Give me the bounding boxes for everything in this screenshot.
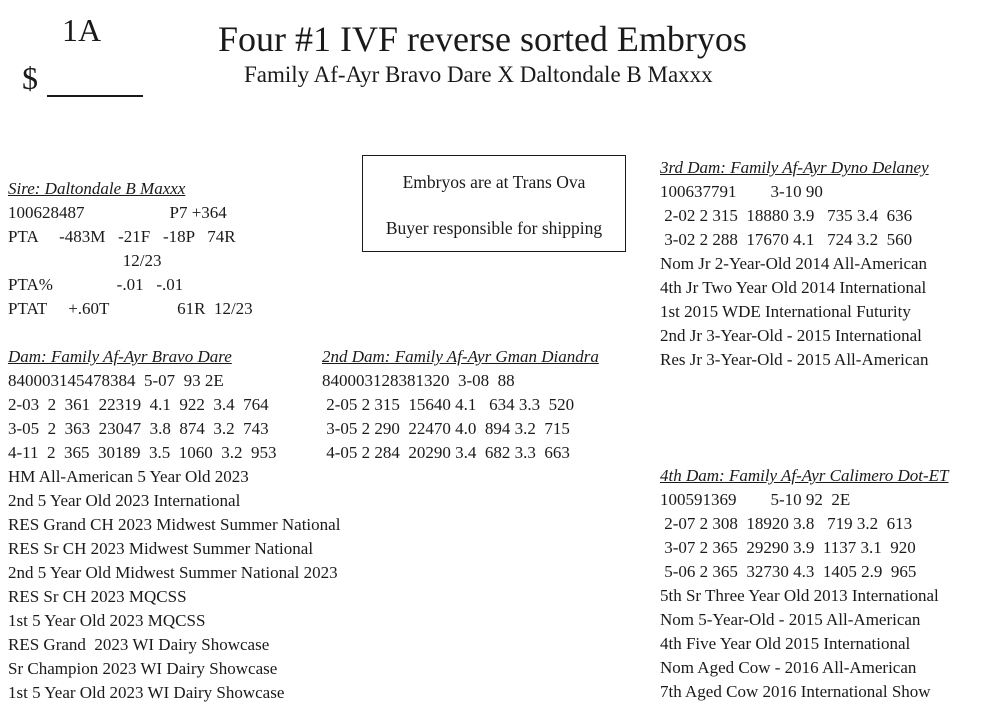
- second-dam-line: 3-05 2 290 22470 4.0 894 3.2 715: [322, 419, 570, 438]
- dam-line: 840003145478384 5-07 93 2E: [8, 371, 224, 390]
- fourth-dam-line: 5th Sr Three Year Old 2013 International: [660, 586, 939, 605]
- third-dam-line: Nom Jr 2-Year-Old 2014 All-American: [660, 254, 928, 273]
- second-dam-line: 4-05 2 284 20290 3.4 682 3.3 663: [322, 443, 570, 462]
- second-dam-line: 840003128381320 3-08 88: [322, 371, 515, 390]
- price-blank-line: [47, 95, 143, 97]
- second-dam-heading: 2nd Dam: Family Af-Ayr Gman Diandra: [322, 347, 599, 366]
- sire-line: PTA% -.01 -.01: [8, 275, 184, 294]
- dam-section: [8, 345, 340, 705]
- lot-number: 1A: [62, 12, 102, 48]
- notice-box: [362, 155, 626, 252]
- fourth-dam-line: 2-07 2 308 18920 3.8 719 3.2 613: [660, 514, 913, 533]
- fourth-dam-line: 4th Five Year Old 2015 International: [660, 634, 911, 653]
- fourth-dam-line: 100591369 5-10 92 2E: [660, 490, 851, 509]
- dam-line: 2-03 2 361 22319 4.1 922 3.4 764: [8, 395, 269, 414]
- notice-location: Embryos are at Trans Ova: [402, 172, 586, 192]
- dam-line: RES Sr CH 2023 Midwest Summer National: [8, 539, 314, 558]
- page-title: Four #1 IVF reverse sorted Embryos: [218, 19, 747, 59]
- third-dam-line: 2-02 2 315 18880 3.9 735 3.4 636: [660, 206, 913, 225]
- third-dam-line: 3-02 2 288 17670 4.1 724 3.2 560: [660, 230, 913, 249]
- sire-line: PTAT +.60T 61R 12/23: [8, 299, 253, 318]
- third-dam-line: 100637791 3-10 90: [660, 182, 823, 201]
- fourth-dam-line: 5-06 2 365 32730 4.3 1405 2.9 965: [660, 562, 917, 581]
- third-dam-line: 4th Jr Two Year Old 2014 International: [660, 278, 927, 297]
- third-dam-line: 2nd Jr 3-Year-Old - 2015 International: [660, 326, 922, 345]
- dam-line: 1st 5 Year Old 2023 WI Dairy Showcase: [8, 683, 285, 702]
- sire-section: [8, 177, 253, 321]
- dam-line: 3-05 2 363 23047 3.8 874 3.2 743: [8, 419, 269, 438]
- sire-line: 12/23: [8, 251, 162, 270]
- dam-line: RES Sr CH 2023 MQCSS: [8, 587, 187, 606]
- third-dam-line: 1st 2015 WDE International Futurity: [660, 302, 911, 321]
- third-dam-section: [660, 156, 929, 372]
- second-dam-section: [322, 345, 599, 465]
- third-dam-heading: 3rd Dam: Family Af-Ayr Dyno Delaney: [660, 158, 929, 177]
- notice-shipping: Buyer responsible for shipping: [385, 218, 603, 238]
- price-label: $: [22, 60, 38, 96]
- fourth-dam-section: [660, 464, 949, 704]
- dam-line: 2nd 5 Year Old 2023 International: [8, 491, 241, 510]
- fourth-dam-line: Nom 5-Year-Old - 2015 All-American: [660, 610, 921, 629]
- sire-heading: Sire: Daltondale B Maxxx: [8, 179, 186, 198]
- second-dam-line: 2-05 2 315 15640 4.1 634 3.3 520: [322, 395, 575, 414]
- fourth-dam-heading: 4th Dam: Family Af-Ayr Calimero Dot-ET: [660, 466, 949, 485]
- third-dam-line: Res Jr 3-Year-Old - 2015 All-American: [660, 350, 929, 369]
- sire-line: PTA -483M -21F -18P 74R: [8, 227, 236, 246]
- dam-line: RES Grand CH 2023 Midwest Summer National: [8, 515, 341, 534]
- dam-line: 4-11 2 365 30189 3.5 1060 3.2 953: [8, 443, 277, 462]
- page-subtitle: Family Af-Ayr Bravo Dare X Daltondale B Maxxx: [244, 62, 713, 87]
- dam-line: HM All-American 5 Year Old 2023: [8, 467, 249, 486]
- fourth-dam-line: 3-07 2 365 29290 3.9 1137 3.1 920: [660, 538, 916, 557]
- fourth-dam-line: 7th Aged Cow 2016 International Show: [660, 682, 931, 701]
- dam-line: 2nd 5 Year Old Midwest Summer National 2023: [8, 563, 338, 582]
- dam-line: RES Grand 2023 WI Dairy Showcase: [8, 635, 270, 654]
- dam-line: Sr Champion 2023 WI Dairy Showcase: [8, 659, 278, 678]
- sire-line: 100628487 P7 +364: [8, 203, 227, 222]
- fourth-dam-line: Nom Aged Cow - 2016 All-American: [660, 658, 917, 677]
- dam-line: 1st 5 Year Old 2023 MQCSS: [8, 611, 206, 630]
- dam-heading: Dam: Family Af-Ayr Bravo Dare: [8, 347, 232, 366]
